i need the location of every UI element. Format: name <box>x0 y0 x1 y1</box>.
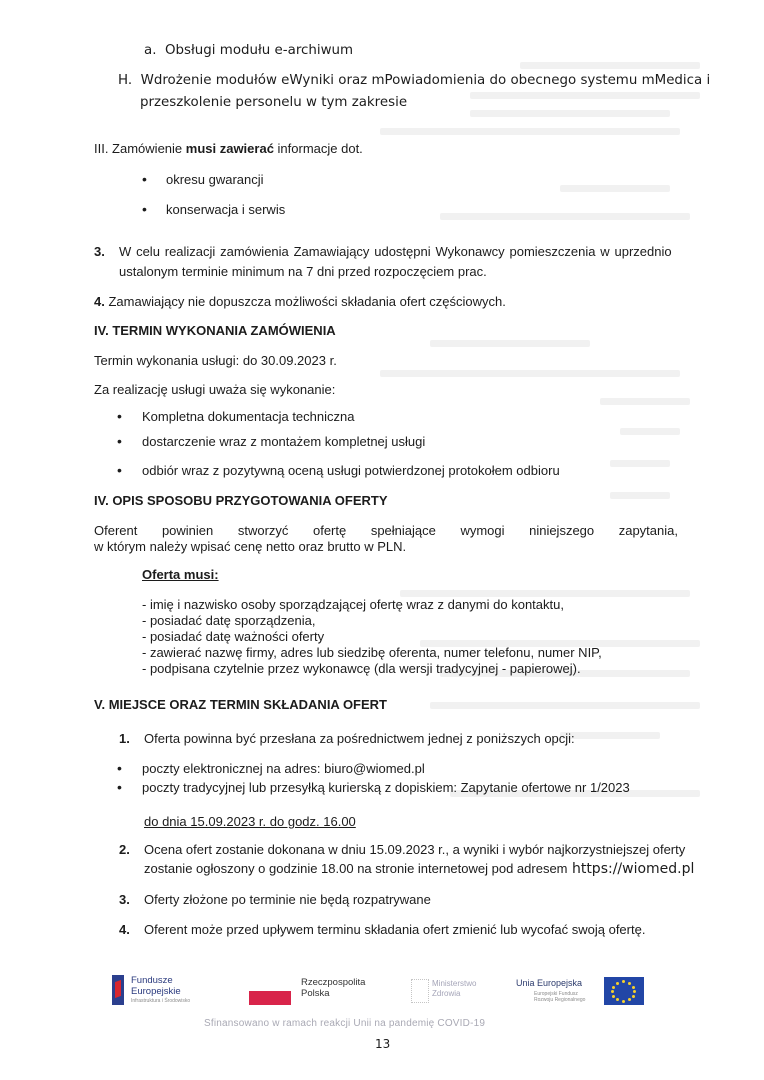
list-item-h-line2: przeszkolenie personelu w tym zakresie <box>140 95 408 110</box>
list-item-a <box>144 43 353 58</box>
website-link[interactable]: https://wiomed.pl <box>567 861 695 877</box>
list-marker: a. <box>144 43 157 58</box>
list-item: poczty tradycyjnej lub przesyłką kurierską z dopiskiem: Zapytanie ofertowe nr 1/2023 <box>142 780 630 795</box>
list-item-h-line1 <box>118 73 710 88</box>
bullet-icon: • <box>142 171 147 187</box>
deadline-text: Termin wykonania usługi: do 30.09.2023 r. <box>94 353 337 368</box>
point-number: 3. <box>119 892 130 907</box>
list-marker: H. <box>118 73 133 88</box>
paragraph-line: W celu realizacji zamówienia Zamawiający udostępni Wykonawcy pomieszczenia w uprzednio <box>119 244 672 259</box>
section-iii-heading: III. Zamówienie musi zawierać informacje dot. <box>94 141 363 156</box>
fe-flag-icon <box>112 975 124 1005</box>
page-number: 13 <box>375 1037 391 1051</box>
paragraph-line: zostanie ogłoszony o godzinie 18.00 na stronie internetowej pod adresem https://wiomed.pl <box>144 861 695 877</box>
bullet-icon: • <box>117 462 122 478</box>
justified-line: Oferent powinien stworzyć ofertę spełniające wymogi niniejszego zapytania, <box>94 523 678 538</box>
bullet-icon: • <box>117 433 122 449</box>
paragraph-text: Oferty złożone po terminie nie będą rozpatrywane <box>144 892 431 907</box>
bullet-icon: • <box>117 760 122 776</box>
paragraph-text: Za realizację usługi uważa się wykonanie: <box>94 382 336 397</box>
bullet-icon: • <box>142 201 147 217</box>
point-number: 4. <box>119 922 130 937</box>
bullet-icon: • <box>117 779 122 795</box>
point-number: 3. <box>94 244 105 259</box>
section-heading: V. MIEJSCE ORAZ TERMIN SKŁADANIA OFERT <box>94 697 388 712</box>
list-item: odbiór wraz z pozytywną oceną usługi potwierdzonej protokołem odbioru <box>142 463 560 478</box>
offer-must-heading: Oferta musi: <box>142 567 219 582</box>
eu-flag-icon <box>604 977 644 1005</box>
paragraph-text: Zamawiający nie dopuszcza możliwości składania ofert częściowych. <box>108 294 506 309</box>
funding-note: Sfinansowano w ramach reakcji Unii na pandemię COVID-19 <box>204 1018 486 1029</box>
ministry-emblem-icon <box>411 979 429 1003</box>
list-item: Kompletna dokumentacja techniczna <box>142 409 355 424</box>
paragraph-line: w którym należy wpisać cenę netto oraz brutto w PLN. <box>94 539 407 554</box>
requirement-item: - podpisana czytelnie przez wykonawcę (dla wersji tradycyjnej - papierowej). <box>142 661 581 676</box>
list-item: okresu gwarancji <box>166 172 264 187</box>
paragraph-line: ustalonym terminie minimum na 7 dni przed rozpoczęciem prac. <box>119 264 487 279</box>
requirement-item: - posiadać datę sporządzenia, <box>142 613 316 628</box>
paragraph-text: Oferta powinna być przesłana za pośrednictwem jednej z poniższych opcji: <box>144 731 575 746</box>
requirement-item: - imię i nazwisko osoby sporządzającej ofertę wraz z danymi do kontaktu, <box>142 597 564 612</box>
list-item-text: Wdrożenie modułów eWyniki oraz mPowiadomienia do obecnego systemu mMedica i <box>140 73 711 88</box>
paragraph-line: Ocena ofert zostanie dokonana w dniu 15.09.2023 r., a wyniki i wybór najkorzystniejszej oferty <box>144 842 686 857</box>
emphasis-text: musi zawierać <box>185 141 274 156</box>
point-number: 2. <box>119 842 130 857</box>
submission-deadline: do dnia 15.09.2023 r. do godz. 16.00 <box>144 814 356 829</box>
point-number: 1. <box>119 731 130 746</box>
polish-flag-icon <box>249 991 291 1005</box>
paragraph-text: Oferent może przed upływem terminu składania ofert zmienić lub wycofać swoją ofertę. <box>144 922 646 937</box>
point-4 <box>94 294 506 309</box>
section-heading: IV. TERMIN WYKONANIA ZAMÓWIENIA <box>94 323 336 338</box>
section-heading: IV. OPIS SPOSOBU PRZYGOTOWANIA OFERTY <box>94 493 388 508</box>
point-number: 4. <box>94 294 105 309</box>
requirement-item: - zawierać nazwę firmy, adres lub siedzibę oferenta, numer telefonu, numer NIP, <box>142 645 602 660</box>
list-item: konserwacja i serwis <box>166 202 286 217</box>
requirement-item: - posiadać datę ważności oferty <box>142 629 325 644</box>
list-item-text: Obsługi modułu e-archiwum <box>164 43 354 58</box>
list-item: dostarczenie wraz z montażem kompletnej usługi <box>142 434 426 449</box>
bullet-icon: • <box>117 408 122 424</box>
list-item: poczty elektronicznej na adres: biuro@wiomed.pl <box>142 761 425 776</box>
